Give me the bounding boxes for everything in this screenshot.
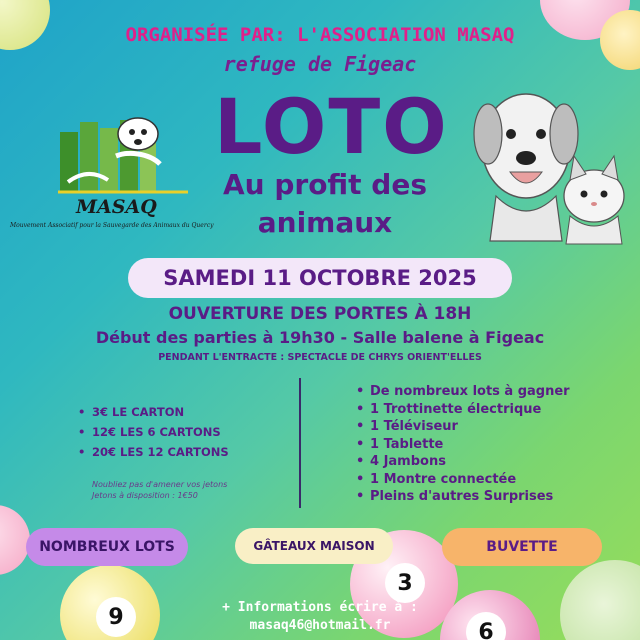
prize-item: • 1 Tablette: [356, 436, 570, 454]
vertical-divider: [299, 378, 301, 508]
masaq-logo-subtitle: Mouvement Associatif pour la Sauvegarde des Animaux du Quercy: [10, 222, 214, 229]
date-banner-text: SAMEDI 11 OCTOBRE 2025: [163, 266, 477, 290]
prize-item: • Pleins d'autres Surprises: [356, 488, 570, 506]
price-item: • 20€ LES 12 CARTONS: [78, 442, 229, 462]
pill-buvette: [442, 528, 602, 566]
refuge-line: refuge de Figeac: [223, 52, 417, 76]
price-item: • 12€ LES 6 CARTONS: [78, 422, 229, 442]
date-banner: [128, 258, 512, 298]
prize-item: • 1 Téléviseur: [356, 418, 570, 436]
masaq-logo-name: MASAQ: [76, 196, 157, 218]
dog-and-cat-illustration: [466, 76, 636, 246]
intermission-show: PENDANT L'ENTRACTE : SPECTACLE DE CHRYS ORIENT'ELLES: [158, 352, 482, 363]
prize-item: • 4 Jambons: [356, 453, 570, 471]
prize-item: • 1 Trottinette électrique: [356, 401, 570, 419]
games-start: Début des parties à 19h30 - Salle balene à Figeac: [95, 328, 545, 347]
loto-title: LOTO: [214, 82, 449, 171]
ball-decoration-left-mid: [0, 505, 30, 575]
prize-list: [356, 383, 570, 506]
pill-gateaux-maison: [235, 528, 393, 564]
jetons-note-2: Jetons à disposition : 1€50: [92, 491, 198, 500]
title-line-1: Au profit des: [222, 168, 428, 201]
price-item: • 3€ LE CARTON: [78, 402, 229, 422]
ball-3-number: 3: [385, 563, 425, 603]
organiser-line: ORGANISÉE PAR: L'ASSOCIATION MASAQ: [125, 24, 515, 46]
pill-nombreux-lots-label: NOMBREUX LOTS: [39, 539, 175, 555]
jetons-note-1: Noubliez pas d'amener vos jetons: [92, 480, 228, 489]
pill-buvette-label: BUVETTE: [486, 539, 558, 555]
doors-opening: OUVERTURE DES PORTES À 18H: [168, 304, 472, 324]
pill-gateaux-maison-label: GÂTEAUX MAISON: [253, 539, 375, 553]
contact-line-1: + Informations écrire à :: [222, 600, 418, 615]
ball-6-number: 6: [466, 612, 506, 640]
pill-nombreux-lots: [26, 528, 188, 566]
masaq-logo-icon: [48, 112, 198, 197]
prize-item: • 1 Montre connectée: [356, 471, 570, 489]
ball-9-number: 9: [96, 597, 136, 637]
contact-email: masaq46@hotmail.fr: [249, 618, 391, 633]
prize-item: • De nombreux lots à gagner: [356, 383, 570, 401]
price-list: [78, 402, 229, 462]
title-line-2: animaux: [257, 206, 393, 239]
